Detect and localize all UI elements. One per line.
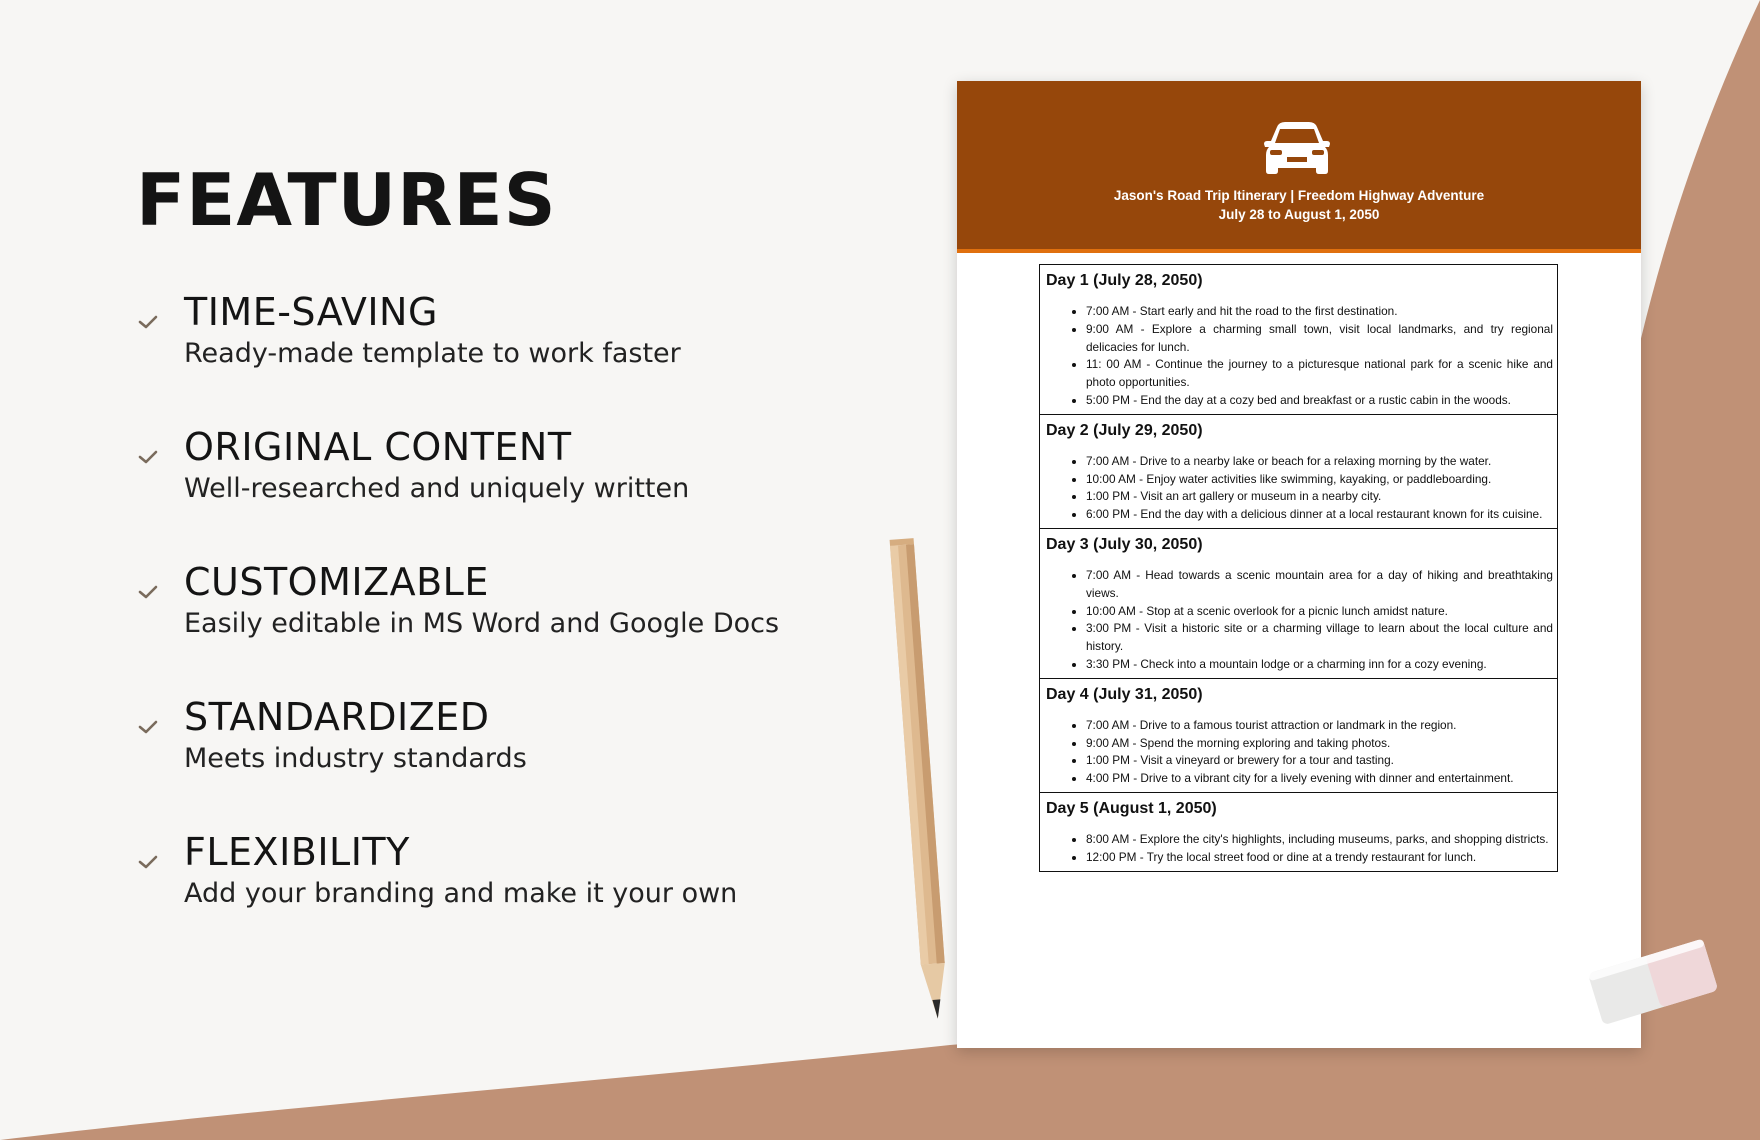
itinerary-document bbox=[957, 81, 1641, 1048]
document-title: Jason's Road Trip Itinerary | Freedom Highway Adventure bbox=[1113, 188, 1485, 203]
list-item: • 9:00 AM - Explore a charming small town, visit local landmarks, and try regional delicacies for lunch. bbox=[1086, 321, 1553, 357]
check-icon bbox=[136, 850, 160, 874]
list-item: • 7:00 AM - Head towards a scenic mountain area for a day of hiking and breathtaking views. bbox=[1086, 567, 1553, 603]
day-list bbox=[1046, 831, 1553, 867]
list-item: • 11: 00 AM - Continue the journey to a picturesque national park for a scenic hike and photo opportunities. bbox=[1086, 356, 1553, 392]
feature-title: FLEXIBILITY bbox=[184, 830, 410, 874]
document-dates: July 28 to August 1, 2050 bbox=[1218, 207, 1380, 222]
feature-description: Easily editable in MS Word and Google Docs bbox=[184, 608, 780, 639]
day-heading: Day 5 (August 1, 2050) bbox=[1046, 799, 1217, 817]
list-item: • 6:00 PM - End the day with a delicious dinner at a local restaurant known for its cuisine. bbox=[1086, 506, 1553, 524]
feature-title: STANDARDIZED bbox=[184, 695, 490, 739]
day-list bbox=[1046, 567, 1553, 674]
list-item: • 7:00 AM - Start early and hit the road to the first destination. bbox=[1086, 303, 1553, 321]
list-item: • 1:00 PM - Visit a vineyard or brewery for a tour and tasting. bbox=[1086, 752, 1553, 770]
list-item: • 9:00 AM - Spend the morning exploring and taking photos. bbox=[1086, 735, 1553, 753]
car-icon bbox=[1263, 119, 1331, 175]
day-heading: Day 4 (July 31, 2050) bbox=[1046, 685, 1203, 703]
itinerary-table bbox=[1039, 264, 1558, 872]
day-list bbox=[1046, 453, 1553, 524]
list-item: • 1:00 PM - Visit an art gallery or museum in a nearby city. bbox=[1086, 488, 1553, 506]
list-item: • 4:00 PM - Drive to a vibrant city for a lively evening with dinner and entertainment. bbox=[1086, 770, 1553, 788]
list-item: • 7:00 AM - Drive to a nearby lake or beach for a relaxing morning by the water. bbox=[1086, 453, 1553, 471]
list-item: • 3:00 PM - Visit a historic site or a charming village to learn about the local culture and history. bbox=[1086, 620, 1553, 656]
feature-title: TIME-SAVING bbox=[184, 290, 438, 334]
check-icon bbox=[136, 445, 160, 469]
pencil-icon bbox=[880, 535, 990, 1050]
feature-title: ORIGINAL CONTENT bbox=[184, 425, 572, 469]
eraser-icon bbox=[1574, 924, 1724, 1039]
day-heading: Day 2 (July 29, 2050) bbox=[1046, 421, 1203, 439]
day-cell bbox=[1040, 265, 1557, 414]
day-list bbox=[1046, 717, 1553, 788]
feature-description: Add your branding and make it your own bbox=[184, 878, 738, 909]
day-list bbox=[1046, 303, 1553, 410]
document-header bbox=[957, 81, 1641, 253]
features-heading: FEATURES bbox=[136, 158, 557, 242]
feature-description: Well-researched and uniquely written bbox=[184, 473, 690, 504]
list-item: • 3:30 PM - Check into a mountain lodge or a charming inn for a cozy evening. bbox=[1086, 656, 1553, 674]
day-cell bbox=[1040, 678, 1557, 792]
day-heading: Day 1 (July 28, 2050) bbox=[1046, 272, 1203, 289]
feature-description: Meets industry standards bbox=[184, 743, 527, 774]
check-icon bbox=[136, 580, 160, 604]
day-heading: Day 3 (July 30, 2050) bbox=[1046, 535, 1203, 553]
day-cell bbox=[1040, 414, 1557, 528]
list-item: • 12:00 PM - Try the local street food or dine at a trendy restaurant for lunch. bbox=[1086, 849, 1553, 867]
check-icon bbox=[136, 715, 160, 739]
list-item: • 8:00 AM - Explore the city's highlights, including museums, parks, and shopping districts. bbox=[1086, 831, 1553, 849]
list-item: • 5:00 PM - End the day at a cozy bed and breakfast or a rustic cabin in the woods. bbox=[1086, 392, 1553, 410]
feature-title: CUSTOMIZABLE bbox=[184, 560, 489, 604]
list-item: • 7:00 AM - Drive to a famous tourist attraction or landmark in the region. bbox=[1086, 717, 1553, 735]
list-item: • 10:00 AM - Enjoy water activities like swimming, kayaking, or paddleboarding. bbox=[1086, 471, 1553, 489]
check-icon bbox=[136, 310, 160, 334]
list-item: • 10:00 AM - Stop at a scenic overlook for a picnic lunch amidst nature. bbox=[1086, 603, 1553, 621]
day-cell bbox=[1040, 792, 1557, 871]
day-cell bbox=[1040, 528, 1557, 678]
feature-description: Ready-made template to work faster bbox=[184, 338, 681, 369]
